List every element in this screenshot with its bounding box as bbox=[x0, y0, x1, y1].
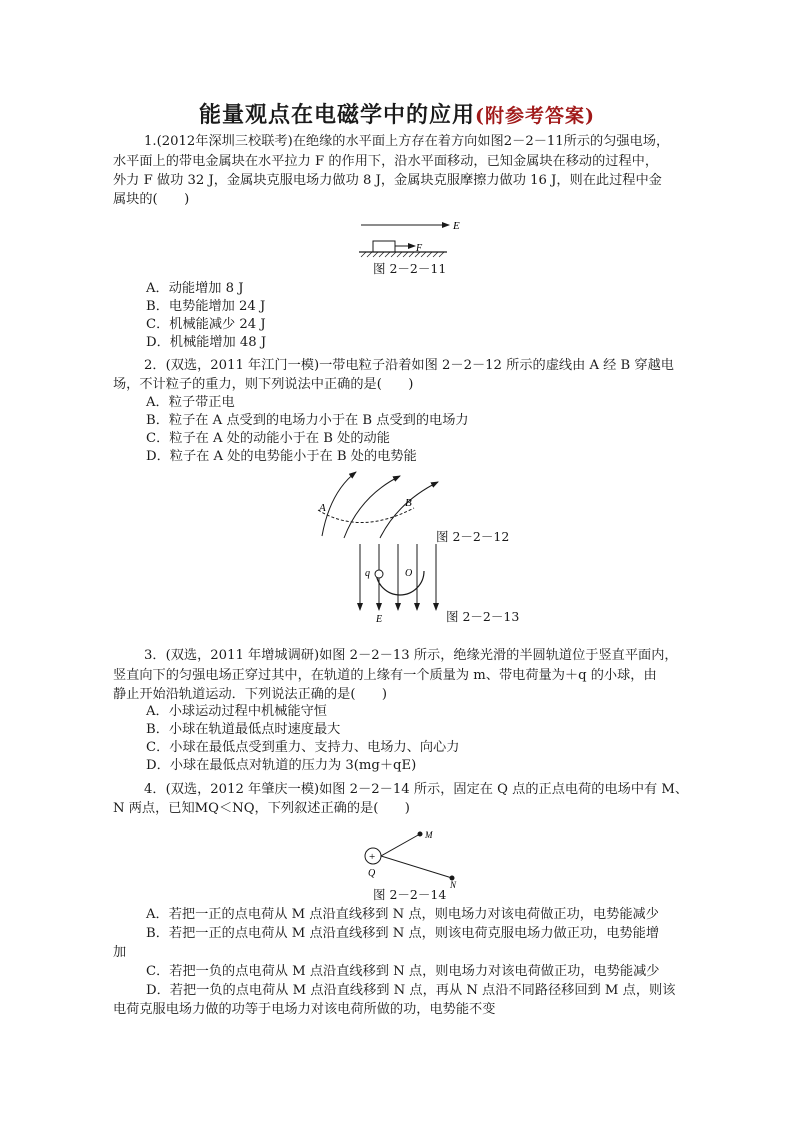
label-E: E bbox=[453, 220, 460, 232]
q4-option-d-line2: 电荷克服电场力做的功等于电场力对该电荷所做的功，电势能不变 bbox=[113, 1002, 496, 1017]
label-F: F bbox=[416, 243, 423, 254]
q2-option-a: A．粒子带正电 bbox=[146, 395, 235, 410]
q4-option-a: A．若把一正的点电荷从 M 点沿直线移到 N 点，则电场力对该电荷做正功，电势能减少 bbox=[146, 907, 659, 922]
figure-2-2-13 bbox=[352, 540, 448, 626]
label-E: E bbox=[376, 614, 383, 625]
q2-option-c: C．粒子在 A 处的动能小于在 B 处的动能 bbox=[146, 431, 390, 446]
label-A: A bbox=[319, 502, 326, 514]
q4-option-c: C．若把一负的点电荷从 M 点沿直线移到 N 点，则电场力对该电荷做正功，电势能减少 bbox=[146, 964, 660, 979]
q4-line1: 4．(双选，2012 年肇庆一模)如图 2－2－14 所示，固定在 Q 点的正点电荷的电场中有 M、 bbox=[144, 782, 689, 797]
q2-option-b: B．粒子在 A 点受到的电场力小于在 B 点受到的电场力 bbox=[146, 413, 469, 428]
q4-option-b-line2: 加 bbox=[113, 945, 127, 960]
q1-option-b: B．电势能增加 24 J bbox=[146, 299, 266, 314]
q3-option-a: A．小球运动过程中机械能守恒 bbox=[146, 704, 327, 719]
q4-option-d-line1: D．若把一负的点电荷从 M 点沿直线移到 N 点，再从 N 点沿不同路径移回到 M 点，则该 bbox=[146, 983, 676, 998]
small-ball bbox=[375, 570, 383, 578]
label-q: q bbox=[365, 568, 370, 579]
label-plus: + bbox=[369, 851, 376, 863]
metal-block bbox=[373, 241, 395, 252]
q3-option-d: D．小球在最低点对轨道的压力为 3(mg＋qE) bbox=[146, 758, 417, 773]
q2-option-d: D．粒子在 A 处的电势能小于在 B 处的电势能 bbox=[146, 449, 417, 464]
q1-option-a: A．动能增加 8 J bbox=[146, 281, 244, 296]
label-O: O bbox=[405, 568, 413, 579]
field-line-1 bbox=[322, 472, 356, 536]
field-line-2 bbox=[344, 476, 400, 538]
q2-line2: 场，不计粒子的重力，则下列说法中正确的是( ) bbox=[113, 377, 414, 392]
q3-option-b: B．小球在轨道最低点时速度最大 bbox=[146, 722, 341, 737]
line-QN bbox=[381, 856, 452, 878]
q1-option-c: C．机械能减少 24 J bbox=[146, 317, 266, 332]
title-suffix: (附参考答案) bbox=[475, 105, 595, 127]
q2-line1: 2．(双选，2011 年江门一模)一带电粒子沿着如图 2－2－12 所示的虚线由 A 经 B 穿越电 bbox=[144, 358, 674, 373]
title-main: 能量观点在电磁学中的应用 bbox=[199, 102, 476, 128]
q3-line3: 静止开始沿轨道运动．下列说法正确的是( ) bbox=[113, 687, 388, 702]
line-QM bbox=[381, 834, 420, 856]
q1-line2: 水平面上的带电金属块在水平拉力 F 的作用下，沿水平面移动，已知金属块在移动的过程中， bbox=[113, 154, 659, 169]
label-N: N bbox=[450, 880, 457, 888]
q3-line1: 3．(双选，2011 年增城调研)如图 2－2－13 所示，绝缘光滑的半圆轨道位于竖直平面内， bbox=[144, 648, 678, 663]
fig14-caption: 图 2－2－14 bbox=[373, 887, 447, 902]
fig11-caption: 图 2－2－11 bbox=[373, 261, 447, 276]
q1-line3: 外力 F 做功 32 J，金属块克服电场力做功 8 J，金属块克服摩擦力做功 16 J，则在此过程中金 bbox=[113, 173, 662, 188]
page-title bbox=[0, 98, 794, 129]
fig13-caption: 图 2－2－13 bbox=[446, 609, 520, 624]
label-B: B bbox=[405, 497, 412, 509]
q4-option-b-line1: B．若把一正的点电荷从 M 点沿直线移到 N 点，则该电荷克服电场力做正功，电势能增 bbox=[146, 926, 660, 941]
q4-line2: N 两点，已知MQ＜NQ，下列叙述正确的是( ) bbox=[113, 801, 410, 816]
q3-option-c: C．小球在最低点受到重力、支持力、电场力、向心力 bbox=[146, 740, 460, 755]
point-M bbox=[418, 832, 423, 837]
figure-2-2-14 bbox=[358, 826, 468, 888]
label-M: M bbox=[425, 830, 433, 840]
fig12-caption: 图 2－2－12 bbox=[436, 529, 510, 544]
ground-hatch bbox=[361, 252, 444, 257]
label-Q: Q bbox=[368, 868, 376, 879]
q3-line2: 竖直向下的匀强电场正穿过其中，在轨道的上缘有一个质量为 m、带电荷量为＋q 的小球，由 bbox=[113, 668, 657, 683]
figure-2-2-12 bbox=[310, 464, 450, 540]
q1-line4: 属块的( ) bbox=[113, 192, 190, 207]
q1-line1: 1.(2012年深圳三校联考)在绝缘的水平面上方存在着方向如图2－2－11所示的匀强电场， bbox=[144, 134, 670, 149]
q1-option-d: D．机械能增加 48 J bbox=[146, 335, 267, 350]
